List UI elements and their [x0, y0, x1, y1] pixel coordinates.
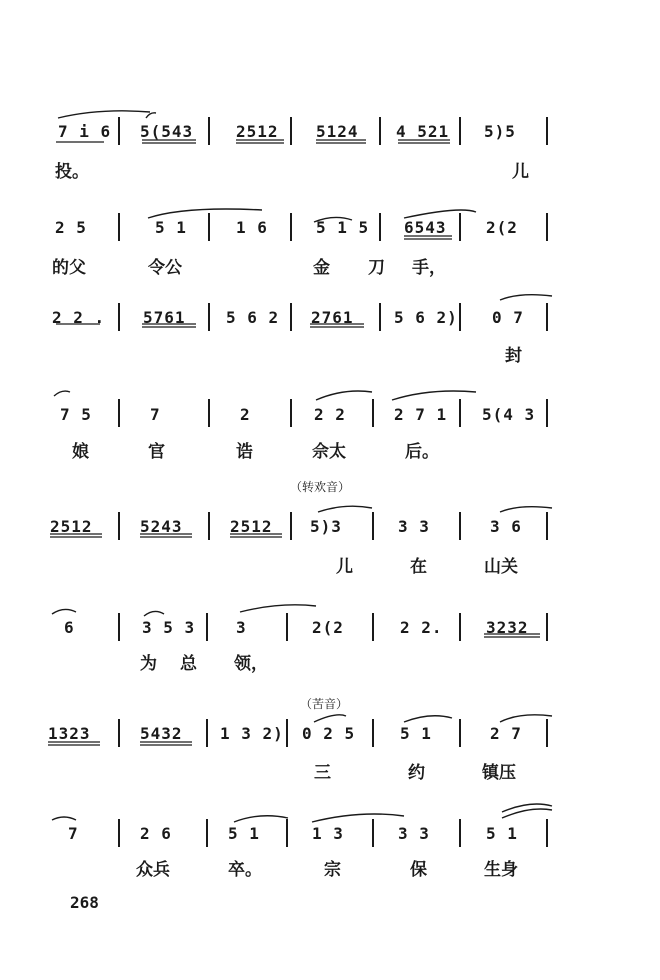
notation-measure: 0 2 5: [302, 724, 356, 743]
notation-measure: 3 3: [398, 824, 430, 843]
barline: [118, 613, 120, 641]
barline: [118, 303, 120, 331]
notation-measure: 2 7 1: [394, 405, 448, 424]
barline: [372, 719, 374, 747]
notation-measure: 5124: [316, 122, 359, 141]
barline: [118, 719, 120, 747]
barline: [118, 399, 120, 427]
notation-measure: 5)3: [310, 517, 342, 536]
notation-measure: 5 1: [155, 218, 187, 237]
lyric-text: 后。: [405, 442, 439, 462]
lyric-text: 投。: [55, 162, 89, 182]
barline: [206, 719, 208, 747]
notation-measure: 2 7: [490, 724, 522, 743]
lyric-text: 儿: [336, 557, 353, 577]
barline: [459, 819, 461, 847]
notation-measure: 5761: [143, 308, 186, 327]
lyric-text: 三: [314, 763, 331, 783]
notation-measure: 2512: [50, 517, 93, 536]
notation-measure: 3232: [486, 618, 529, 637]
notation-measure: 1 3: [312, 824, 344, 843]
lyric-text: 诰: [236, 442, 253, 462]
lyric-text: 官: [148, 442, 165, 462]
barline: [290, 512, 292, 540]
lyric-text: 儿: [512, 162, 529, 182]
barline: [286, 819, 288, 847]
barline: [546, 613, 548, 641]
barline: [290, 117, 292, 145]
notation-measure: 3: [236, 618, 247, 637]
notation-measure: 2512: [236, 122, 279, 141]
lyric-text: 佘太: [312, 442, 346, 462]
lyric-text: 娘: [72, 442, 89, 462]
barline: [459, 512, 461, 540]
notation-measure: 5 1: [400, 724, 432, 743]
barline: [459, 613, 461, 641]
notation-measure: 6: [64, 618, 75, 637]
notation-measure: 7: [68, 824, 79, 843]
barline: [290, 303, 292, 331]
lyric-text: 众兵: [136, 860, 170, 880]
lyric-text: 卒。: [228, 860, 262, 880]
notation-measure: 5243: [140, 517, 183, 536]
mode-annotation: （转欢音）: [290, 480, 351, 494]
notation-measure: 7 5: [60, 405, 92, 424]
barline: [459, 117, 461, 145]
notation-measure: 1 6: [236, 218, 268, 237]
lyric-text: 约: [408, 763, 425, 783]
barline: [546, 719, 548, 747]
barline: [546, 512, 548, 540]
barline: [546, 399, 548, 427]
barline: [379, 117, 381, 145]
lyric-text: 封: [505, 346, 522, 366]
barline: [459, 399, 461, 427]
lyric-text: 山关: [484, 557, 518, 577]
notation-measure: 5 1 5: [316, 218, 370, 237]
lyric-text: 手，: [412, 258, 446, 278]
notation-measure: 5(4 3: [482, 405, 536, 424]
notation-measure: 2 2: [314, 405, 346, 424]
notation-measure: 1 3 2): [220, 724, 284, 743]
barline: [208, 213, 210, 241]
lyric-text: 令公: [148, 258, 182, 278]
lyric-text: 领，: [234, 654, 268, 674]
barline: [118, 117, 120, 145]
notation-measure: 5)5: [484, 122, 516, 141]
lyric-text: 的父: [52, 258, 86, 278]
barline: [286, 613, 288, 641]
barline: [208, 399, 210, 427]
notation-measure: 2(2: [486, 218, 518, 237]
barline: [208, 512, 210, 540]
lyric-text: 为: [140, 654, 157, 674]
mode-annotation: （苦音）: [300, 697, 349, 711]
notation-measure: 5 6 2): [394, 308, 458, 327]
notation-measure: 0 7: [492, 308, 524, 327]
barline: [208, 303, 210, 331]
barline: [208, 117, 210, 145]
barline: [118, 819, 120, 847]
lyric-text: 宗: [324, 860, 341, 880]
barline: [546, 213, 548, 241]
notation-measure: 7: [150, 405, 161, 424]
notation-measure: 5 1: [486, 824, 518, 843]
notation-measure: 3 6: [490, 517, 522, 536]
barline: [290, 213, 292, 241]
notation-measure: 2 5: [55, 218, 87, 237]
barline: [290, 399, 292, 427]
notation-measure: 1323: [48, 724, 91, 743]
notation-measure: 5 6 2: [226, 308, 280, 327]
barline: [379, 213, 381, 241]
barline: [286, 719, 288, 747]
lyric-text: 保: [410, 860, 427, 880]
notation-measure: 4 521: [396, 122, 450, 141]
notation-measure: 2(2: [312, 618, 344, 637]
notation-measure: 2: [240, 405, 251, 424]
notation-measure: 2512: [230, 517, 273, 536]
notation-measure: 5 1: [228, 824, 260, 843]
lyric-text: 刀: [368, 258, 385, 278]
page-number: 268: [70, 893, 99, 912]
notation-measure: 2 2.: [400, 618, 443, 637]
notation-measure: 5(543: [140, 122, 194, 141]
lyric-text: 在: [410, 557, 427, 577]
barline: [206, 819, 208, 847]
lyric-text: 生身: [484, 860, 518, 880]
barline: [206, 613, 208, 641]
lyric-text: 总: [180, 654, 197, 674]
barline: [118, 213, 120, 241]
barline: [379, 303, 381, 331]
barline: [546, 303, 548, 331]
notation-measure: 7 i 6: [58, 122, 112, 141]
barline: [459, 303, 461, 331]
notation-measure: 2761: [311, 308, 354, 327]
barline: [546, 117, 548, 145]
barline: [546, 819, 548, 847]
barline: [372, 613, 374, 641]
barline: [118, 512, 120, 540]
barline: [372, 819, 374, 847]
notation-measure: 2 2 .: [52, 308, 106, 327]
barline: [372, 512, 374, 540]
notation-measure: 3 3: [398, 517, 430, 536]
barline: [459, 213, 461, 241]
notation-measure: 6543: [404, 218, 447, 237]
lyric-text: 金: [313, 258, 330, 278]
notation-measure: 2 6: [140, 824, 172, 843]
lyric-text: 镇压: [482, 763, 516, 783]
barline: [459, 719, 461, 747]
notation-measure: 3 5 3: [142, 618, 196, 637]
barline: [372, 399, 374, 427]
notation-measure: 5432: [140, 724, 183, 743]
